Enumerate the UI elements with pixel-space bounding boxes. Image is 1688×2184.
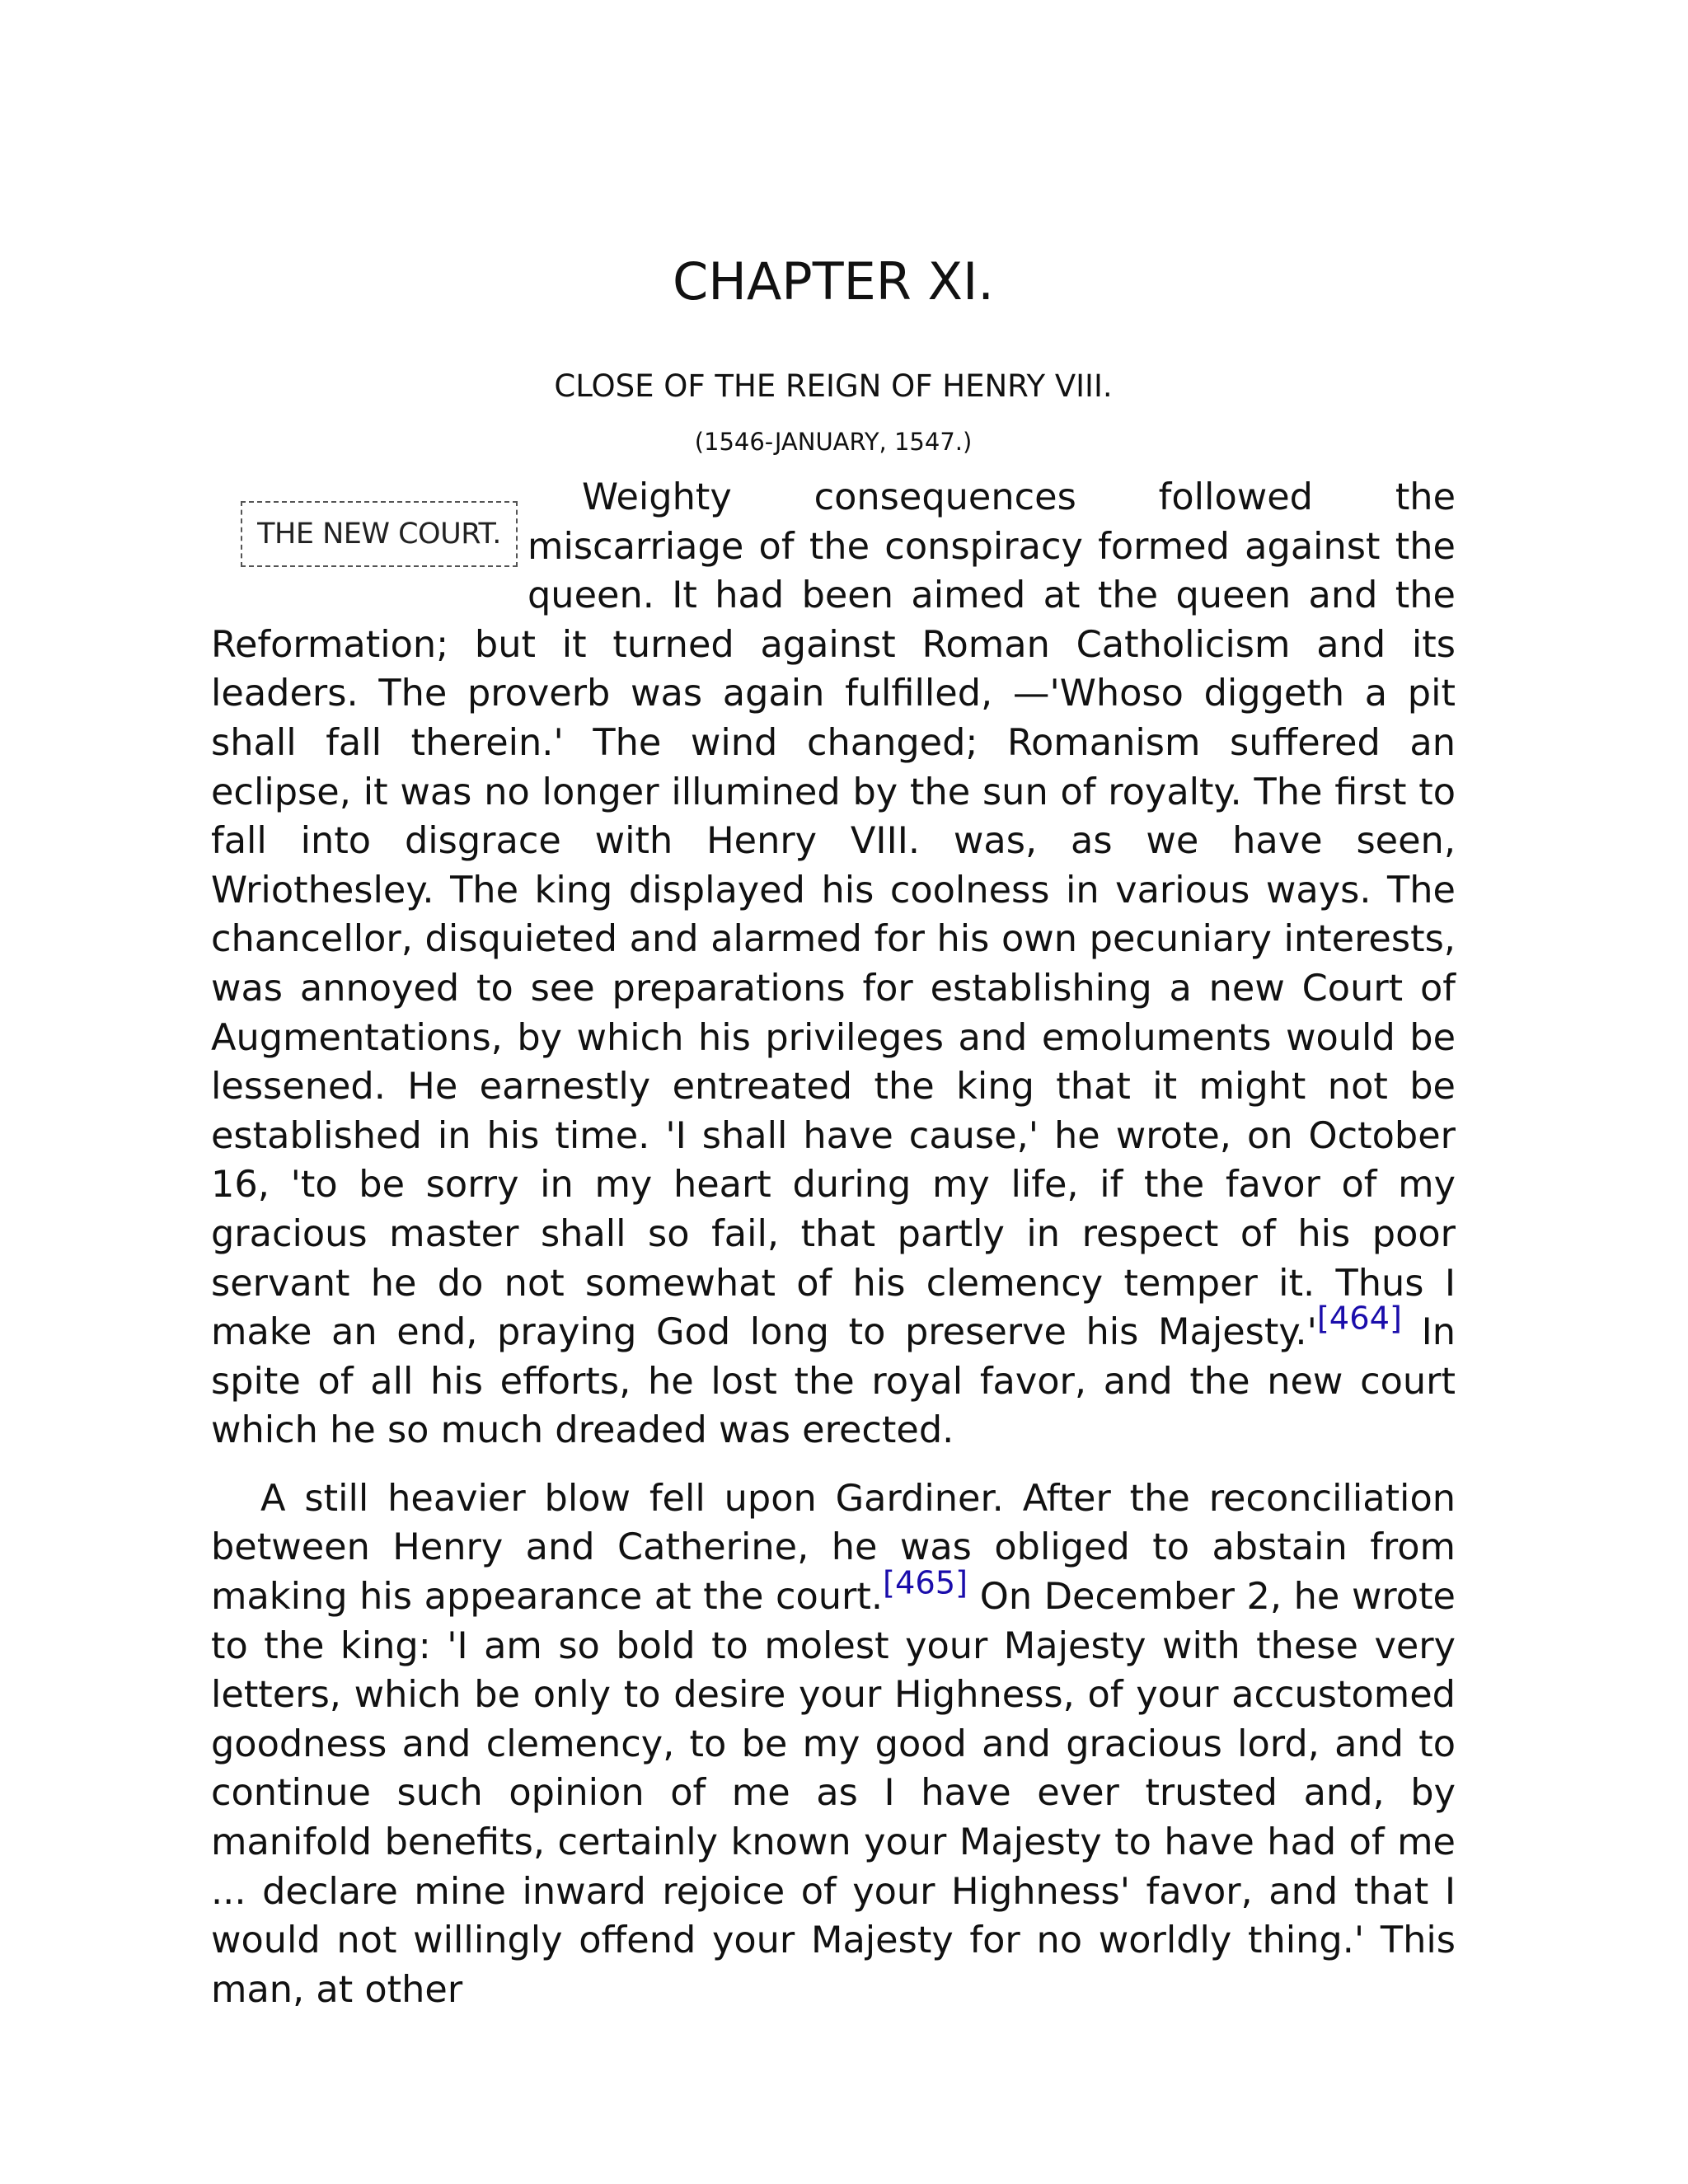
paragraph-1-text-continued: In spite of all his efforts, he lost the royal favor, and the new court which he so much dreaded was erected. (211, 1310, 1456, 1452)
paragraph-1-text: Weighty consequences followed the miscarriage of the conspiracy formed against the queen. It had been aimed at the queen and the Reformation; but it turned against Roman Catholicism and its leaders. The proverb was again fulfilled, —'Whoso diggeth a pit shall fall therein.' The wind changed; Romanism suffered an eclipse, it was no longer illumined by the sun of royalty. The first to fall into disgrace with Henry VIII. was, as we have seen, Wriothesley. The king displayed his coolness in various ways. The chancellor, disquieted and alarmed for his own pecuniary interests, was annoyed to see preparations for establishing a new Court of Augmentations, by which his privileges and emoluments would be lessened. He earnestly entreated the king that it might not be established in his time. 'I shall have cause,' he wrote, on October 16, 'to be sorry in my heart during my life, if the favor of my gracious master shall so fail, that partly in respect of his poor servant he do not somewhat of his clemency temper it. Thus I make an end, praying God long to preserve his Majesty.' (211, 476, 1456, 1354)
paragraph-2-text: A still heavier blow fell upon Gardiner. After the reconciliation between Henry and Catherine, he was obliged to abstain from making his appearance at the court. (211, 1476, 1456, 1619)
sidenote-box: THE NEW COURT. (241, 501, 518, 567)
paragraph-2 (211, 1474, 1456, 2015)
paragraph-1 (211, 473, 1456, 1455)
footnote-link-465[interactable]: [465] (883, 1564, 968, 1602)
footnote-link-464[interactable]: [464] (1316, 1300, 1402, 1338)
chapter-body (211, 473, 1456, 2014)
chapter-subtitle: CLOSE OF THE REIGN OF HENRY VIII. (554, 368, 1113, 404)
chapter-dates: (1546-JANUARY, 1547.) (694, 428, 973, 456)
paragraph-2-text-continued: On December 2, he wrote to the king: 'I am so bold to molest your Majesty with these very letters, which be only to desire your Highness, of your accustomed goodness and clemency, to be my good and gracious lord, and to continue such opinion of me as I have ever trusted and, by manifold benefits, certainly known your Majesty to have had of me ... declare mine inward rejoice of your Highness' favor, and that I would not willingly offend your Majesty for no worldly thing.' This man, at other (211, 1575, 1456, 2011)
chapter-title: CHAPTER XI. (672, 251, 994, 312)
